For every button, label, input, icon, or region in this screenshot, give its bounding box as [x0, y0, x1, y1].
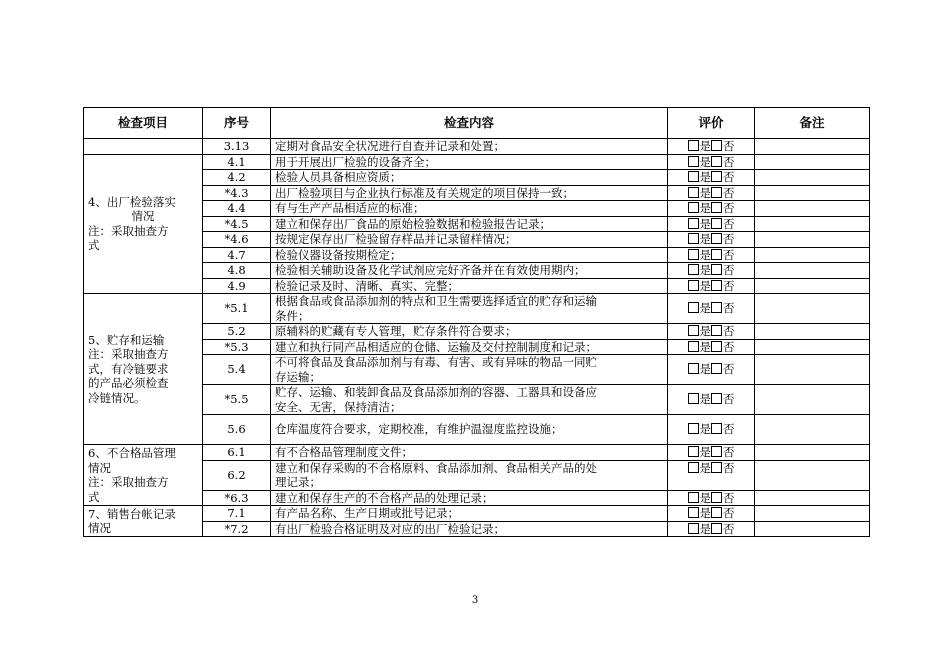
checkbox[interactable]	[688, 393, 699, 404]
seq-cell: 3.13	[203, 139, 271, 155]
content-cell: 检验记录及时、清晰、真实、完整；	[271, 278, 668, 294]
note-cell[interactable]	[755, 506, 870, 522]
seq-cell: 5.6	[203, 415, 271, 445]
content-cell: 用于开展出厂检验的设备齐全；	[271, 154, 668, 170]
item-title: 4、出厂检验落实	[88, 194, 176, 209]
checkbox[interactable]	[711, 202, 722, 213]
seq-cell: 4.7	[203, 247, 271, 263]
note-cell[interactable]	[755, 232, 870, 248]
header-seq: 序号	[203, 108, 271, 139]
seq-cell: 6.1	[203, 445, 271, 461]
seq-cell: 4.1	[203, 154, 271, 170]
eval-cell: 是 否	[668, 278, 755, 294]
checkbox[interactable]	[711, 218, 722, 229]
checkbox[interactable]	[711, 140, 722, 151]
header-content: 检查内容	[271, 108, 668, 139]
checkbox[interactable]	[711, 363, 722, 374]
table-header-row	[84, 108, 870, 139]
seq-cell: 4.9	[203, 278, 271, 294]
seq-cell: 4.8	[203, 263, 271, 279]
seq-cell: 6.2	[203, 460, 271, 490]
header-eval: 评价	[668, 108, 755, 139]
content-cell: 出厂检验项目与企业执行标准及有关规定的项目保持一致；	[271, 185, 668, 201]
eval-cell: 是 否	[668, 216, 755, 232]
seq-cell: 4.4	[203, 201, 271, 217]
checkbox[interactable]	[711, 156, 722, 167]
content-cell: 不可将食品及食品添加剂与有毒、有害、或有异味的物品一同贮 存运输；	[271, 355, 668, 385]
checkbox[interactable]	[711, 233, 722, 244]
content-cell: 建立和执行同产品相适应的仓储、运输及交付控制制度和记录；	[271, 339, 668, 355]
seq-cell: 4.2	[203, 170, 271, 186]
eval-cell: 是 否	[668, 170, 755, 186]
checkbox[interactable]	[688, 423, 699, 434]
eval-cell: 是 否	[668, 490, 755, 506]
content-cell: 建立和保存出厂食品的原始检验数据和检验报告记录；	[271, 216, 668, 232]
note-cell[interactable]	[755, 415, 870, 445]
note-cell[interactable]	[755, 247, 870, 263]
checkbox[interactable]	[711, 393, 722, 404]
eval-cell: 是 否	[668, 232, 755, 248]
item-note: 式，有冷链要求	[88, 361, 169, 376]
item-title: 情况	[88, 460, 111, 475]
eval-cell: 是 否	[668, 355, 755, 385]
eval-cell: 是 否	[668, 201, 755, 217]
checkbox[interactable]	[711, 264, 722, 275]
item-cell-group6	[84, 445, 203, 506]
checkbox[interactable]	[688, 233, 699, 244]
table-row	[84, 294, 870, 324]
checkbox[interactable]	[688, 218, 699, 229]
content-cell: 建立和保存采购的不合格原料、食品添加剂、食品相关产品的处 理记录；	[271, 460, 668, 490]
item-title: 5、贮存和运输	[88, 332, 165, 347]
checkbox[interactable]	[688, 507, 699, 518]
item-title: 7、销售台帐记录	[88, 506, 176, 521]
seq-cell: *5.1	[203, 294, 271, 324]
checkbox[interactable]	[711, 249, 722, 260]
eval-cell: 是 否	[668, 139, 755, 155]
checkbox[interactable]	[688, 140, 699, 151]
note-cell[interactable]	[755, 339, 870, 355]
checkbox[interactable]	[688, 523, 699, 534]
content-cell: 原辅料的贮藏有专人管理，贮存条件符合要求；	[271, 324, 668, 340]
item-cell-group4	[84, 154, 203, 294]
note-cell[interactable]	[755, 154, 870, 170]
seq-cell: *4.5	[203, 216, 271, 232]
table-row	[84, 445, 870, 461]
table-row	[84, 154, 870, 170]
eval-cell: 是 否	[668, 521, 755, 537]
checkbox[interactable]	[688, 325, 699, 336]
checkbox[interactable]	[711, 302, 722, 313]
eval-cell: 是 否	[668, 506, 755, 522]
content-cell: 建立和保存生产的不合格产品的处理记录；	[271, 490, 668, 506]
item-note: 式	[88, 489, 100, 504]
checkbox[interactable]	[711, 507, 722, 518]
content-cell: 有不合格品管理制度文件；	[271, 445, 668, 461]
eval-cell: 是 否	[668, 385, 755, 415]
eval-cell: 是 否	[668, 445, 755, 461]
note-cell[interactable]	[755, 490, 870, 506]
note-cell[interactable]	[755, 170, 870, 186]
header-item: 检查项目	[84, 108, 203, 139]
seq-cell: 5.2	[203, 324, 271, 340]
checkbox[interactable]	[688, 462, 699, 473]
checkbox[interactable]	[688, 171, 699, 182]
eval-cell: 是 否	[668, 154, 755, 170]
checkbox[interactable]	[711, 492, 722, 503]
content-cell: 根据食品或食品添加剂的特点和卫生需要选择适宜的贮存和运输 条件；	[271, 294, 668, 324]
eval-cell: 是 否	[668, 247, 755, 263]
content-cell: 检验仪器设备按期检定；	[271, 247, 668, 263]
note-cell[interactable]	[755, 385, 870, 415]
checkbox[interactable]	[711, 423, 722, 434]
checkbox[interactable]	[688, 202, 699, 213]
checkbox[interactable]	[688, 187, 699, 198]
eval-cell: 是 否	[668, 324, 755, 340]
item-title: 情况	[88, 521, 111, 535]
item-note: 注：采取抽查方	[88, 475, 169, 489]
seq-cell: *4.3	[203, 185, 271, 201]
eval-cell: 是 否	[668, 263, 755, 279]
content-cell: 有出厂检验合格证明及对应的出厂检验记录；	[271, 521, 668, 537]
eval-cell: 是 否	[668, 415, 755, 445]
checkbox[interactable]	[688, 341, 699, 352]
item-note: 注：采取抽查方	[88, 347, 169, 362]
note-cell[interactable]	[755, 216, 870, 232]
note-cell[interactable]	[755, 445, 870, 461]
checkbox[interactable]	[711, 325, 722, 336]
page-number: 3	[471, 595, 479, 606]
checkbox[interactable]	[688, 363, 699, 374]
item-cell-empty	[84, 139, 203, 155]
item-cell-group7	[84, 506, 203, 537]
eval-cell: 是 否	[668, 460, 755, 490]
table-row	[84, 139, 870, 155]
note-cell[interactable]	[755, 521, 870, 537]
eval-cell: 是 否	[668, 294, 755, 324]
item-title: 6、不合格品管理	[88, 446, 176, 460]
checkbox[interactable]	[688, 302, 699, 313]
checkbox[interactable]	[688, 492, 699, 503]
checkbox[interactable]	[688, 249, 699, 260]
content-cell: 仓库温度符合要求，定期校准，有维护温湿度监控设施；	[271, 415, 668, 445]
seq-cell: *5.3	[203, 339, 271, 355]
checkbox[interactable]	[711, 171, 722, 182]
note-cell[interactable]	[755, 324, 870, 340]
content-cell: 按规定保存出厂检验留存样品并记录留样情况；	[271, 232, 668, 248]
content-cell: 检验相关辅助设备及化学试剂应完好齐备并在有效使用期内；	[271, 263, 668, 279]
note-cell[interactable]	[755, 294, 870, 324]
seq-cell: *5.5	[203, 385, 271, 415]
checkbox[interactable]	[711, 280, 722, 291]
checkbox[interactable]	[711, 446, 722, 457]
checkbox[interactable]	[688, 280, 699, 291]
note-cell[interactable]	[755, 139, 870, 155]
item-note: 的产品必须检查	[88, 376, 169, 391]
note-cell[interactable]	[755, 185, 870, 201]
seq-cell: *4.6	[203, 232, 271, 248]
item-title: 情况	[131, 209, 155, 224]
checkbox[interactable]	[688, 264, 699, 275]
seq-cell: 5.4	[203, 355, 271, 385]
table-row	[84, 506, 870, 522]
content-cell: 定期对食品安全状况进行自查并记录和处置；	[271, 139, 668, 155]
item-note: 式	[88, 238, 100, 253]
seq-cell: *6.3	[203, 490, 271, 506]
note-cell[interactable]	[755, 263, 870, 279]
item-cell-group5	[84, 294, 203, 445]
header-note: 备注	[755, 108, 870, 139]
content-cell: 有与生产产品相适应的标准；	[271, 201, 668, 217]
note-cell[interactable]	[755, 355, 870, 385]
note-cell[interactable]	[755, 201, 870, 217]
seq-cell: 7.1	[203, 506, 271, 522]
eval-cell: 是 否	[668, 185, 755, 201]
checkbox[interactable]	[711, 187, 722, 198]
content-cell: 贮存、运输、和装卸食品及食品添加剂的容器、工器具和设备应 安全、无害，保持清洁；	[271, 385, 668, 415]
checkbox[interactable]	[688, 156, 699, 167]
eval-cell: 是 否	[668, 339, 755, 355]
item-note: 注：采取抽查方	[88, 223, 169, 238]
inspection-table	[83, 107, 870, 537]
checkbox[interactable]	[711, 462, 722, 473]
content-cell: 有产品名称、生产日期或批号记录；	[271, 506, 668, 522]
content-cell: 检验人员具备相应资质；	[271, 170, 668, 186]
checkbox[interactable]	[711, 341, 722, 352]
seq-cell: *7.2	[203, 521, 271, 537]
checkbox[interactable]	[711, 523, 722, 534]
checkbox[interactable]	[688, 446, 699, 457]
item-note: 冷链情况。	[88, 390, 146, 405]
note-cell[interactable]	[755, 278, 870, 294]
note-cell[interactable]	[755, 460, 870, 490]
